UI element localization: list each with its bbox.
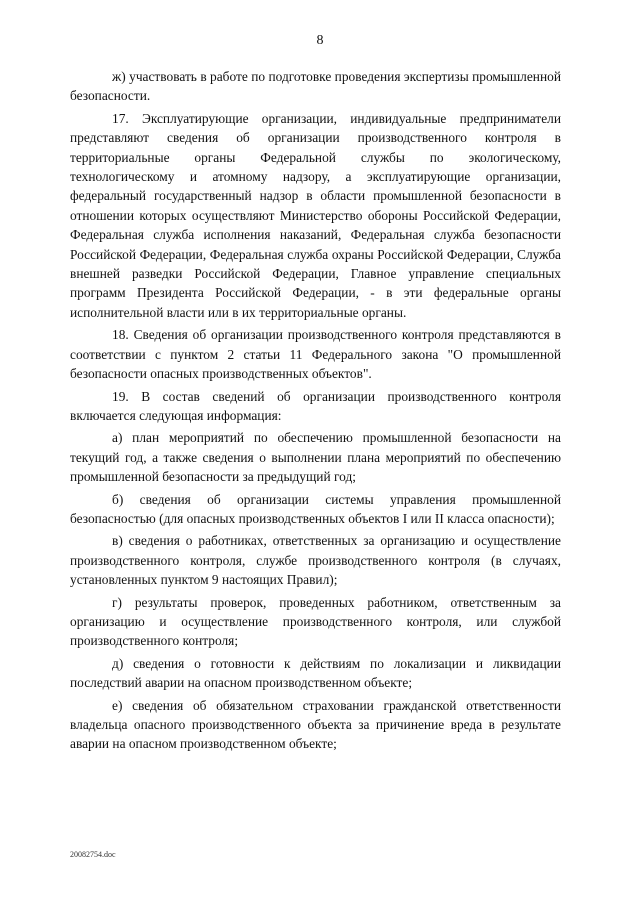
paragraph-a: а) план мероприятий по обеспечению промышленной безопасности на текущий год, а также сведения о выполнении плана мероприятий по обеспечению промышленной безопасности за предыдущий год; [70,430,561,485]
document-body [70,67,561,757]
paragraph-e: е) сведения об обязательном страховании гражданской ответственности владельца опасного производственного объекта за причинение вреда в результате аварии на опасном производственном объекте; [70,697,561,752]
paragraph-b: б) сведения об организации системы управления промышленной безопасностью (для опасных производственных объектов I или II класса опасности); [70,491,561,526]
paragraph-18: 18. Сведения об организации производственного контроля представляются в соответствии с пунктом 2 статьи 11 Федерального закона "О промышленной безопасности опасных производственных объектов". [70,327,561,382]
paragraph-g: г) результаты проверок, проведенных работником, ответственным за организацию и осуществление производственного контроля, или службой производственного контроля; [70,594,561,649]
paragraph-v: в) сведения о работниках, ответственных за организацию и осуществление производственного контроля, службе производственного контроля (в случаях, установленных пунктом 9 настоящих Правил); [70,533,561,588]
page-number: 8 [316,33,324,48]
paragraph-d: д) сведения о готовности к действиям по локализации и ликвидации последствий аварии на опасном производственном объекте; [70,655,561,691]
paragraph-17: 17. Эксплуатирующие организации, индивидуальные предприниматели представляют сведения об организации производственного контроля в территориальные органы Федеральной службы по экологическому, технологическому и атомному надзору, а эксплуатирующие организации, федеральный государственный надзор в области промышленной безопасности в отношении которых осуществляют Министерство обороны Российской Федерации, Федеральная служба исполнения наказаний, Федеральная служба безопасности Российской Федерации, Федеральная служба охраны Российской Федерации, Служба внешней разведки Российской Федерации, Главное управление специальных программ Президента Российской Федерации, - в эти федеральные органы исполнительной власти или в их территориальные органы. [70,110,561,320]
paragraph-zh: ж) участвовать в работе по подготовке проведения экспертизы промышленной безопасности. [70,69,561,104]
paragraph-19: 19. В состав сведений об организации производственного контроля включается следующая информация: [70,388,561,423]
document-id-footer: 20082754.doc [70,850,116,859]
